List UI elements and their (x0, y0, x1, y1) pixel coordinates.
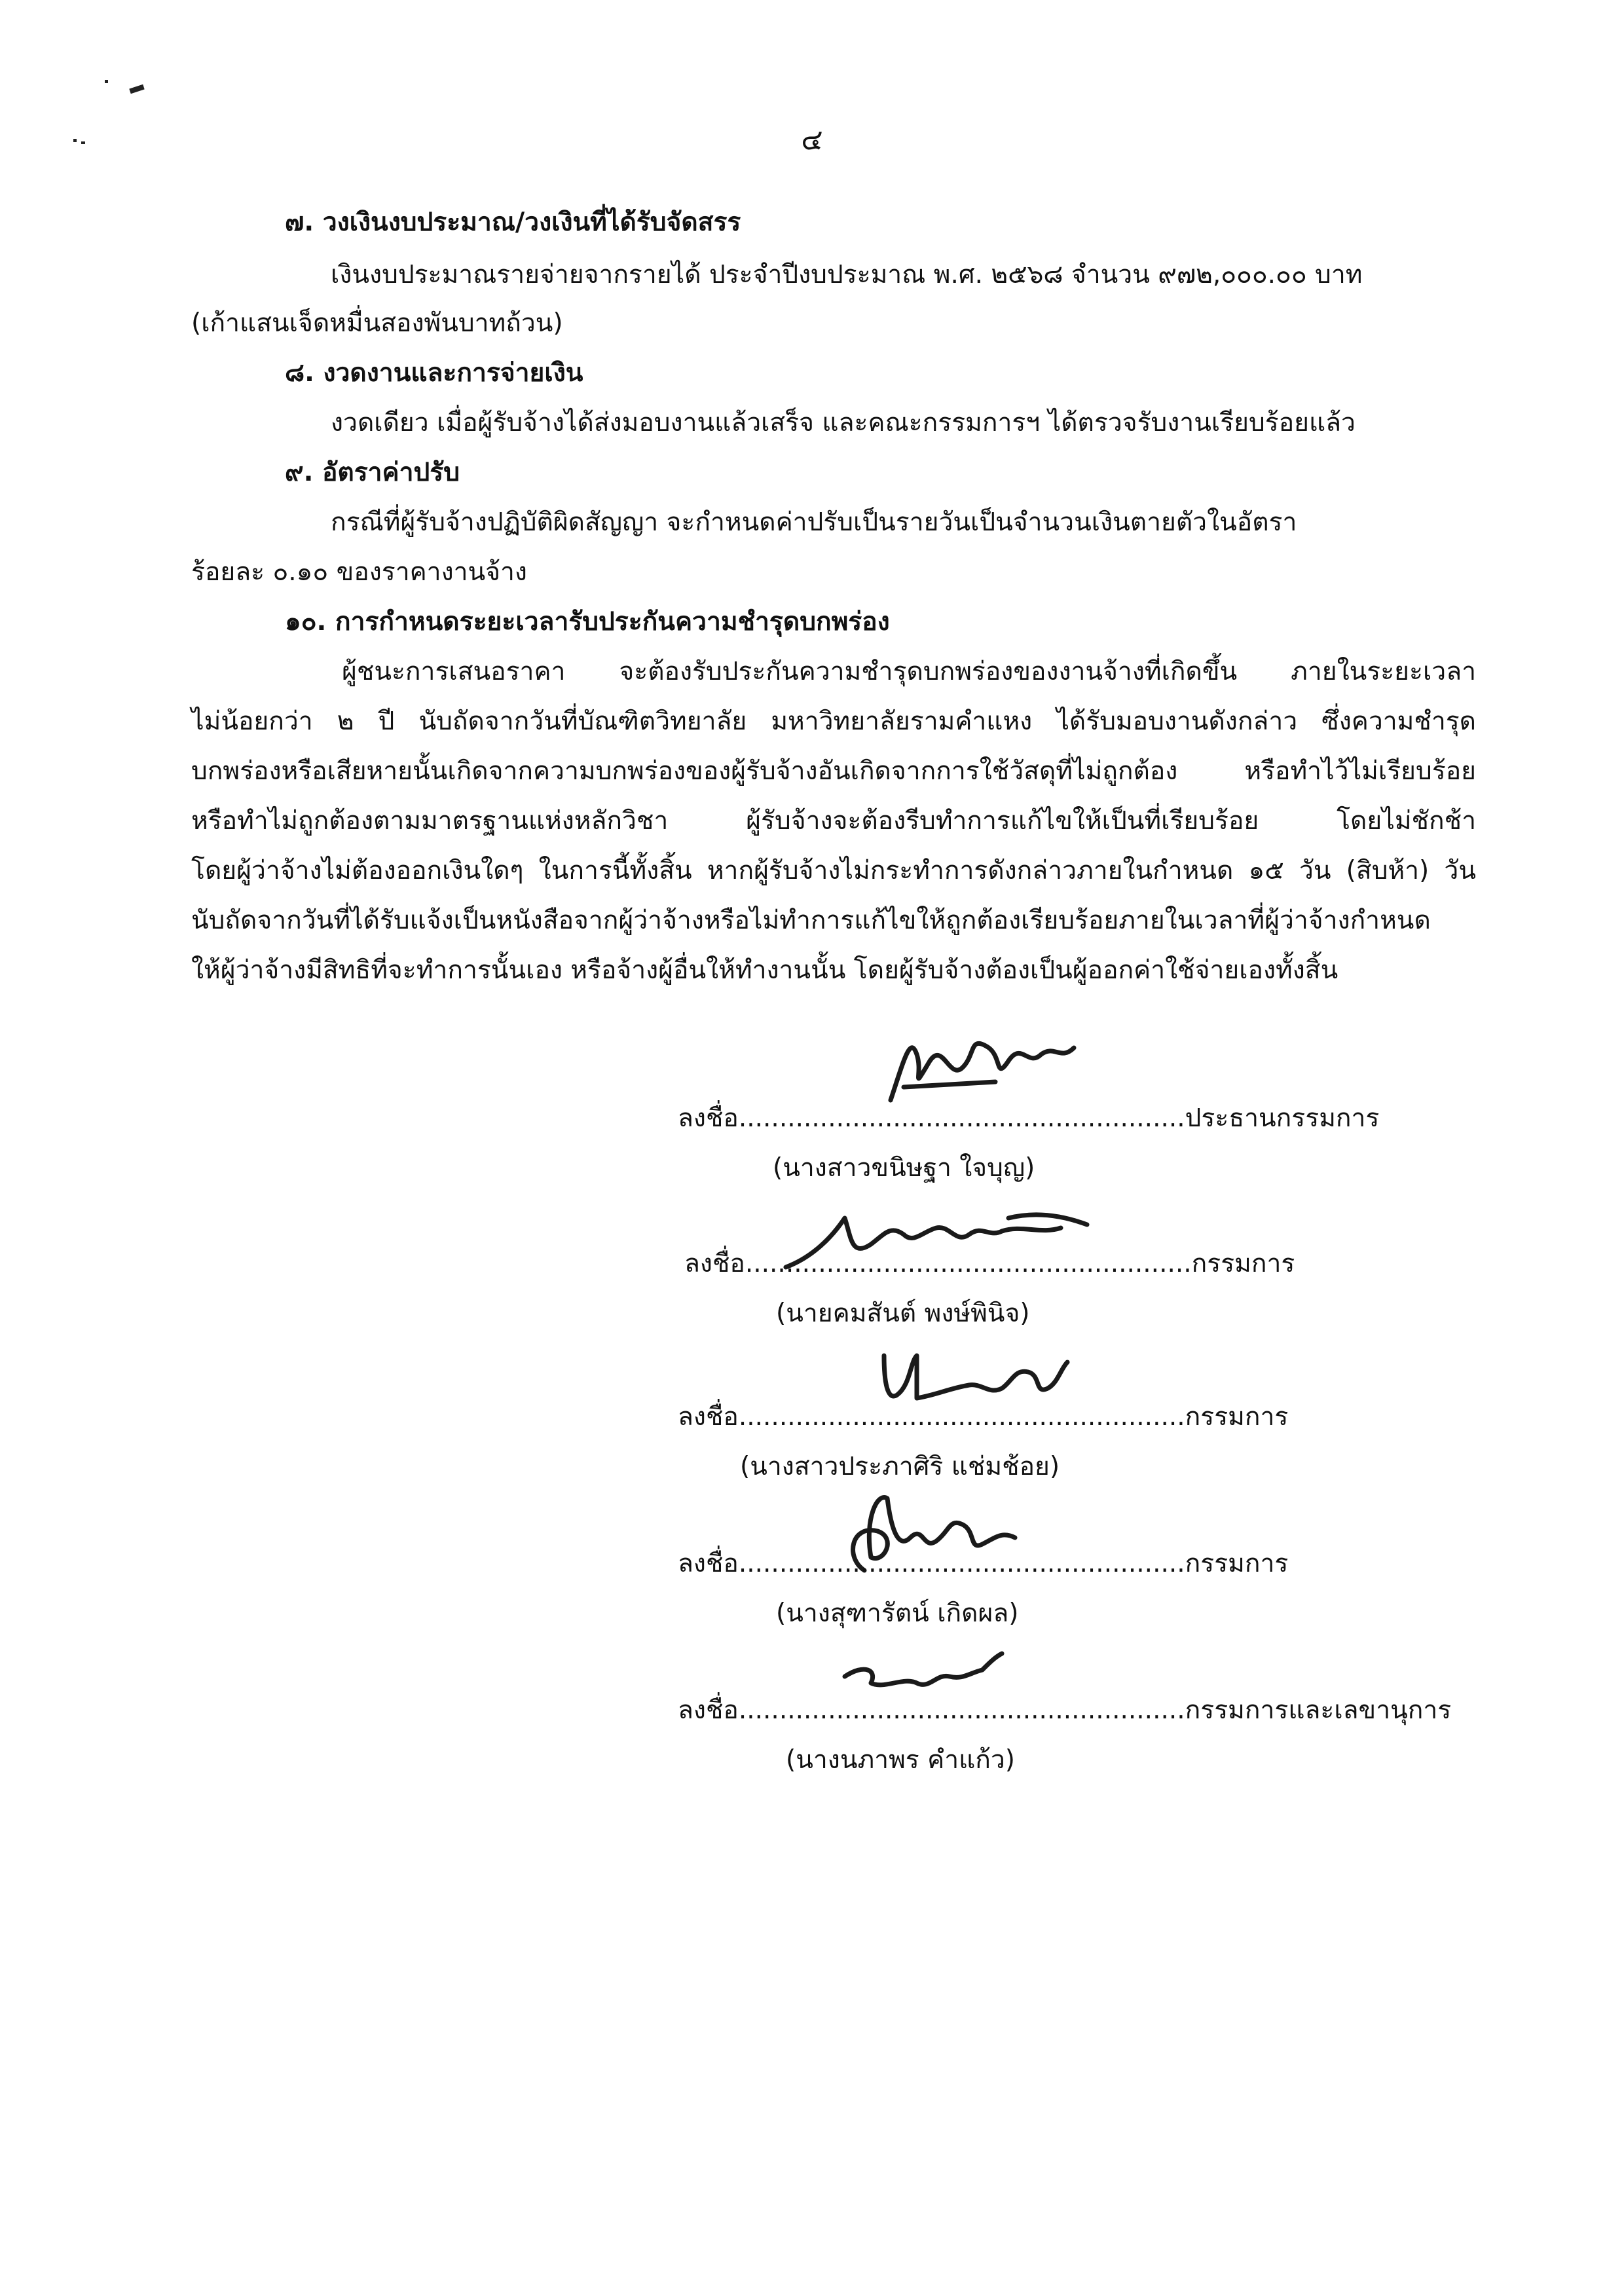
scan-speck (129, 84, 144, 94)
section-heading-penalty: ๙. อัตราค่าปรับ (285, 458, 460, 487)
penalty-line-2: ร้อยละ ๐.๑๐ ของราคางานจ้าง (191, 557, 527, 587)
signatory-name-member-3: (นางสุฑารัตน์ เกิดผล) (776, 1599, 1019, 1628)
signatory-name-secretary: (นางนภาพร คำแก้ว) (786, 1745, 1015, 1775)
penalty-line-1: กรณีที่ผู้รับจ้างปฏิบัติผิดสัญญา จะกำหนดค่าปรับเป็นรายวันเป็นจำนวนเงินตายตัวในอัตรา (331, 508, 1297, 537)
section-heading-budget: ๗. วงเงินงบประมาณ/วงเงินที่ได้รับจัดสรร (285, 208, 741, 237)
signatory-name-chairperson: (นางสาวขนิษฐา ใจบุญ) (773, 1153, 1035, 1183)
warranty-line-7: ให้ผู้ว่าจ้างมีสิทธิที่จะทำการนั้นเอง หรือจ้างผู้อื่นให้ทำงานนั้น โดยผู้รับจ้างต้องเป็นผู้ออกค่าใช้จ่ายเองทั้งสิ้น (191, 955, 1338, 985)
budget-amount-line: เงินงบประมาณรายจ่ายจากรายได้ ประจำปีงบประมาณ พ.ศ. ๒๕๖๘ จำนวน ๙๗๒,๐๐๐.๐๐ บาท (331, 260, 1363, 289)
scan-speck (105, 80, 108, 83)
payment-terms-line: งวดเดียว เมื่อผู้รับจ้างได้ส่งมอบงานแล้วเสร็จ และคณะกรรมการฯ ได้ตรวจรับงานเรียบร้อยแล้ว (331, 408, 1356, 437)
warranty-line-1: ผู้ชนะการเสนอราคา จะต้องรับประกันความชำรุดบกพร่องของงานจ้างที่เกิดขึ้น ภายในระยะเวลา (342, 657, 1476, 686)
section-heading-payment: ๘. งวดงานและการจ่ายเงิน (285, 358, 583, 388)
signatory-name-member-1: (นายคมสันต์ พงษ์พินิจ) (776, 1299, 1030, 1328)
warranty-line-5: โดยผู้ว่าจ้างไม่ต้องออกเงินใดๆ ในการนี้ทั้งสิ้น หากผู้รับจ้างไม่กระทำการดังกล่าวภายในกำหนด ๑๕ วัน (สิบห้า) วัน (191, 856, 1476, 885)
signature-line-member-1: ลงชื่อ.......................................................กรรมการ (684, 1249, 1295, 1278)
warranty-line-2: ไม่น้อยกว่า ๒ ปี นับถัดจากวันที่บัณฑิตวิทยาลัย มหาวิทยาลัยรามคำแหง ได้รับมอบงานดังกล่าว ซึ่งความชำรุด (191, 707, 1476, 736)
signature-line-secretary: ลงชื่อ.......................................................กรรมการและเลขานุการ (678, 1695, 1452, 1725)
signature-line-member-2: ลงชื่อ.......................................................กรรมการ (678, 1402, 1289, 1432)
page-number: ๔ (801, 123, 823, 157)
warranty-line-3: บกพร่องหรือเสียหายนั้นเกิดจากความบกพร่องของผู้รับจ้างอันเกิดจากการใช้วัสดุที่ไม่ถูกต้อง หรือทำไว้ไม่เรียบร้อย (191, 756, 1476, 786)
warranty-line-6: นับถัดจากวันที่ได้รับแจ้งเป็นหนังสือจากผู้ว่าจ้างหรือไม่ทำการแก้ไขให้ถูกต้องเรียบร้อยภายในเวลาที่ผู้ว่าจ้างกำหนด (191, 906, 1431, 935)
warranty-line-4: หรือทำไม่ถูกต้องตามมาตรฐานแห่งหลักวิชา ผู้รับจ้างจะต้องรีบทำการแก้ไขให้เป็นที่เรียบร้อย โดยไม่ชักช้า (191, 806, 1476, 836)
budget-amount-words: (เก้าแสนเจ็ดหมื่นสองพันบาทถ้วน) (191, 308, 563, 338)
signature-line-chairperson: ลงชื่อ.......................................................ประธานกรรมการ (678, 1103, 1380, 1133)
signatory-name-member-2: (นางสาวประภาศิริ แช่มช้อย) (740, 1452, 1060, 1481)
signature-line-member-3: ลงชื่อ.......................................................กรรมการ (678, 1549, 1289, 1578)
section-heading-warranty: ๑๐. การกำหนดระยะเวลารับประกันความชำรุดบกพร่อง (285, 607, 890, 637)
